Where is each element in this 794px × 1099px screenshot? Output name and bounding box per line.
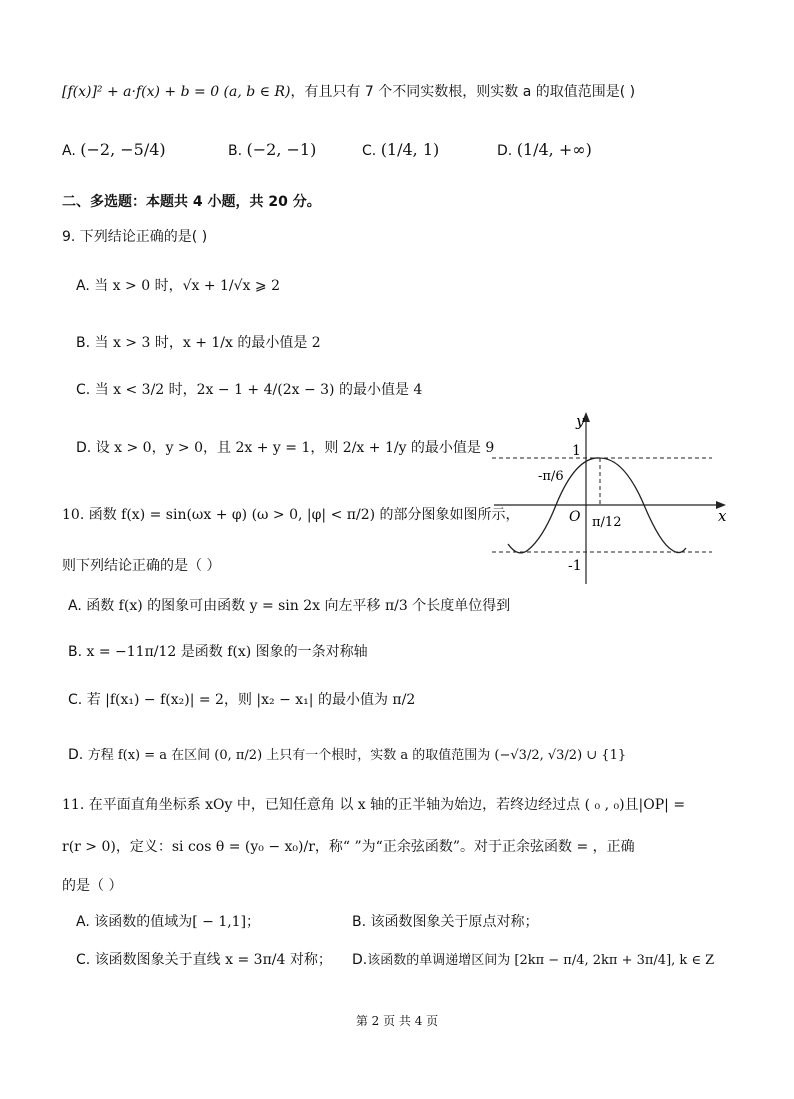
q8-option-d: D. (1/4, +∞) — [497, 140, 592, 159]
q11-line-3: 的是（ ） — [62, 878, 123, 894]
q9-stem: 9. 下列结论正确的是( ) — [62, 229, 208, 245]
q8-option-b: B. (−2, −1) — [228, 140, 317, 159]
q9-option-d: D. 设 x > 0，y > 0，且 2x + y = 1，则 2/x + 1/y 的最小值是 9 — [76, 440, 495, 456]
q8-equation-line — [62, 82, 635, 102]
x-left-label: -π/6 — [538, 469, 564, 484]
q8-option-a: A. (−2, −5/4) — [62, 140, 166, 159]
q10-stem-2: 则下列结论正确的是（ ） — [62, 558, 221, 574]
q11-option-d: D.该函数的单调递增区间为 [2kπ − π/4, 2kπ + 3π/4], k ∈ Z — [352, 952, 715, 968]
x-peak-label: π/12 — [592, 515, 622, 530]
q10-stem: 10. 函数 f(x) = sin(ωx + φ) (ω > 0, |φ| < π/2) 的部分图象如图所示， — [62, 507, 520, 523]
q11-line-2: r(r > 0)，定义：si cos θ = (y₀ − x₀)/r，称“ ”为“正余弦函数”。对于正余弦函数 = ，正确 — [62, 839, 635, 855]
q10-option-a: A. 函数 f(x) 的图象可由函数 y = sin 2x 向左平移 π/3 个长度单位得到 — [68, 598, 511, 614]
q11-line-1: 11. 在平面直角坐标系 xOy 中，已知任意角 以 x 轴的正半轴为始边，若终边经过点 ( ₀ , ₀)且|OP| = — [62, 797, 686, 813]
y-top-label: 1 — [572, 443, 581, 459]
q9-option-c: C. 当 x < 3/2 时，2x − 1 + 4/(2x − 3) 的最小值是 4 — [76, 382, 423, 398]
q10-option-c: C. 若 |f(x₁) − f(x₂)| = 2，则 |x₂ − x₁| 的最小值为 π/2 — [68, 692, 416, 708]
q11-option-b: B. 该函数图象关于原点对称； — [352, 914, 539, 930]
y-bottom-label: -1 — [568, 558, 582, 574]
q9-option-a: A. 当 x > 0 时，√x + 1/√x ⩾ 2 — [76, 278, 280, 294]
q8-option-c: C. (1/4, 1) — [362, 140, 440, 159]
q10-option-b: B. x = −11π/12 是函数 f(x) 图象的一条对称轴 — [68, 644, 368, 660]
q11-option-a: A. 该函数的值域为[ − 1,1]； — [76, 914, 261, 930]
section-title: 二、多选题：本题共 4 小题，共 20 分。 — [62, 194, 321, 210]
y-axis-label: y — [576, 412, 585, 430]
q8-equation: [f(x)]² + a·f(x) + b = 0 (a, b ∈ R) — [62, 84, 291, 100]
origin-label: O — [569, 509, 581, 525]
q11-option-c: C. 该函数图象关于直线 x = 3π/4 对称； — [76, 952, 332, 968]
q10-option-d: D. 方程 f(x) = a 在区间 (0, π/2) 上只有一个根时，实数 a 的取值范围为 (−√3/2, √3/2) ∪ {1} — [68, 747, 627, 763]
sine-graph — [488, 408, 732, 588]
q8-text: ，有且只有 7 个不同实数根，则实数 a 的取值范围是( ) — [290, 84, 636, 100]
x-axis-label: x — [718, 507, 727, 525]
page-footer: 第 2 页 共 4 页 — [355, 1014, 439, 1028]
q9-option-b: B. 当 x > 3 时，x + 1/x 的最小值是 2 — [76, 335, 321, 351]
